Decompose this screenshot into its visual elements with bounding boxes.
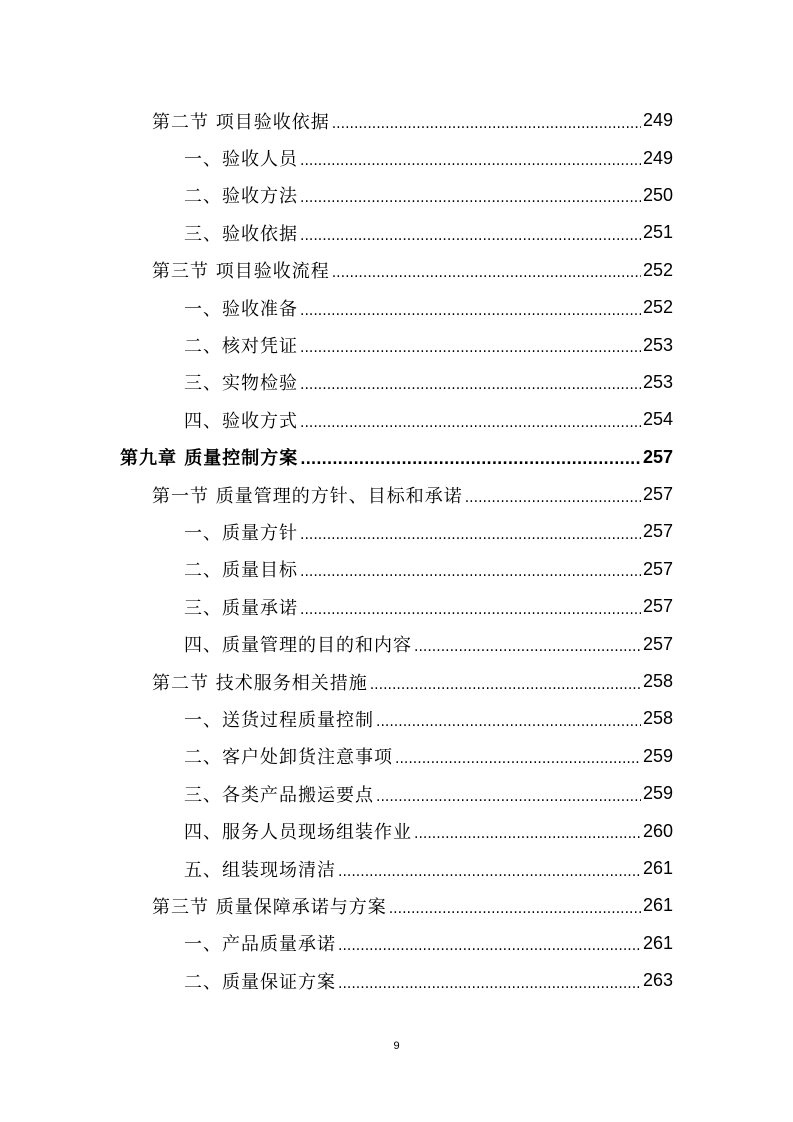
toc-entry[interactable] xyxy=(0,812,673,849)
toc-entry-page: 259 xyxy=(642,783,673,804)
toc-entry-title: 一、产品质量承诺 xyxy=(184,934,336,956)
toc-entry-page: 261 xyxy=(642,932,673,953)
toc-entry[interactable] xyxy=(0,476,673,513)
toc-entry-page: 253 xyxy=(642,334,673,355)
toc-entry-title: 四、服务人员现场组装作业 xyxy=(184,822,412,844)
toc-entry-page: 254 xyxy=(642,409,673,430)
toc-entry-title: 第三节 项目验收流程 xyxy=(152,261,330,283)
toc-leader-dots xyxy=(300,377,641,393)
toc-entry[interactable] xyxy=(0,962,673,999)
toc-entry-title: 第二节 技术服务相关措施 xyxy=(152,672,368,694)
toc-entry[interactable] xyxy=(0,102,673,139)
toc-entry-title: 三、质量承诺 xyxy=(184,597,298,619)
toc-chapter-entry[interactable] xyxy=(0,439,673,476)
toc-entry-page: 260 xyxy=(642,820,673,841)
toc-entry[interactable] xyxy=(0,513,673,550)
toc-entry-page: 257 xyxy=(642,633,673,654)
toc-entry[interactable] xyxy=(0,850,673,887)
toc-entry-page: 259 xyxy=(642,745,673,766)
toc-leader-dots xyxy=(332,116,641,132)
toc-entry-page: 258 xyxy=(642,708,673,729)
toc-entry-page: 257 xyxy=(642,484,673,505)
toc-entry-title: 三、实物检验 xyxy=(184,373,298,395)
toc-entry[interactable] xyxy=(0,289,673,326)
toc-entry-page: 250 xyxy=(642,184,673,205)
toc-entry[interactable] xyxy=(0,925,673,962)
toc-entry-page: 253 xyxy=(642,371,673,392)
toc-leader-dots xyxy=(300,602,641,618)
toc-entry-page: 249 xyxy=(642,110,673,131)
toc-leader-dots xyxy=(465,490,641,506)
toc-entry-page: 257 xyxy=(642,596,673,617)
toc-entry[interactable] xyxy=(0,738,673,775)
toc-leader-dots xyxy=(389,901,641,917)
toc-entry-title: 三、各类产品搬运要点 xyxy=(184,784,374,806)
toc-entry-title: 二、客户处卸货注意事项 xyxy=(184,747,393,769)
toc-entry[interactable] xyxy=(0,775,673,812)
toc-entry-title: 第三节 质量保障承诺与方案 xyxy=(152,896,387,918)
toc-entry-page: 257 xyxy=(642,446,673,467)
toc-entry[interactable] xyxy=(0,625,673,662)
toc-entry[interactable] xyxy=(0,588,673,625)
toc-leader-dots xyxy=(338,938,641,954)
table-of-contents xyxy=(0,102,793,999)
toc-entry[interactable] xyxy=(0,139,673,176)
toc-entry-page: 252 xyxy=(642,259,673,280)
toc-entry-page: 252 xyxy=(642,297,673,318)
toc-leader-dots xyxy=(300,228,641,244)
toc-entry-title: 五、组装现场清洁 xyxy=(184,859,336,881)
toc-entry-page: 251 xyxy=(642,222,673,243)
toc-entry-page: 261 xyxy=(642,895,673,916)
toc-leader-dots xyxy=(300,415,641,431)
toc-entry-title: 第二节 项目验收依据 xyxy=(152,111,330,133)
toc-leader-dots xyxy=(300,190,641,206)
page-number: 9 xyxy=(393,1040,400,1052)
toc-entry[interactable] xyxy=(0,887,673,924)
toc-entry-page: 258 xyxy=(642,671,673,692)
toc-leader-dots xyxy=(300,153,641,169)
toc-entry[interactable] xyxy=(0,214,673,251)
toc-entry-title: 三、验收依据 xyxy=(184,223,298,245)
toc-entry-page: 249 xyxy=(642,147,673,168)
toc-entry[interactable] xyxy=(0,364,673,401)
toc-entry-title: 二、质量目标 xyxy=(184,560,298,582)
toc-entry-title: 一、验收人员 xyxy=(184,149,298,171)
toc-entry[interactable] xyxy=(0,663,673,700)
toc-entry[interactable] xyxy=(0,326,673,363)
toc-entry-title: 四、验收方式 xyxy=(184,410,298,432)
toc-entry[interactable] xyxy=(0,401,673,438)
toc-entry-title: 二、质量保证方案 xyxy=(184,971,336,993)
toc-leader-dots xyxy=(332,265,641,281)
toc-leader-dots xyxy=(300,564,641,580)
toc-leader-dots xyxy=(300,340,641,356)
toc-entry-page: 257 xyxy=(642,558,673,579)
toc-leader-dots xyxy=(395,751,641,767)
toc-leader-dots xyxy=(376,714,641,730)
toc-leader-dots xyxy=(414,639,641,655)
toc-entry-title: 二、核对凭证 xyxy=(184,336,298,358)
toc-entry-title: 二、验收方法 xyxy=(184,186,298,208)
toc-entry-title: 第一节 质量管理的方针、目标和承诺 xyxy=(152,485,463,507)
toc-leader-dots xyxy=(338,976,641,992)
toc-entry[interactable] xyxy=(0,551,673,588)
toc-leader-dots xyxy=(300,527,641,543)
toc-entry-title: 第九章 质量控制方案 xyxy=(120,448,299,470)
toc-entry-title: 一、验收准备 xyxy=(184,298,298,320)
toc-entry[interactable] xyxy=(0,700,673,737)
toc-leader-dots xyxy=(300,452,641,468)
toc-entry[interactable] xyxy=(0,177,673,214)
toc-leader-dots xyxy=(414,826,641,842)
toc-entry-title: 一、送货过程质量控制 xyxy=(184,709,374,731)
toc-entry[interactable] xyxy=(0,252,673,289)
toc-entry-page: 257 xyxy=(642,521,673,542)
toc-entry-page: 261 xyxy=(642,858,673,878)
toc-entry-title: 一、质量方针 xyxy=(184,522,298,544)
toc-entry-page: 263 xyxy=(642,970,673,991)
toc-leader-dots xyxy=(338,864,641,880)
toc-entry-title: 四、质量管理的目的和内容 xyxy=(184,635,412,657)
toc-leader-dots xyxy=(370,677,641,693)
toc-leader-dots xyxy=(300,303,641,319)
toc-leader-dots xyxy=(376,789,641,805)
